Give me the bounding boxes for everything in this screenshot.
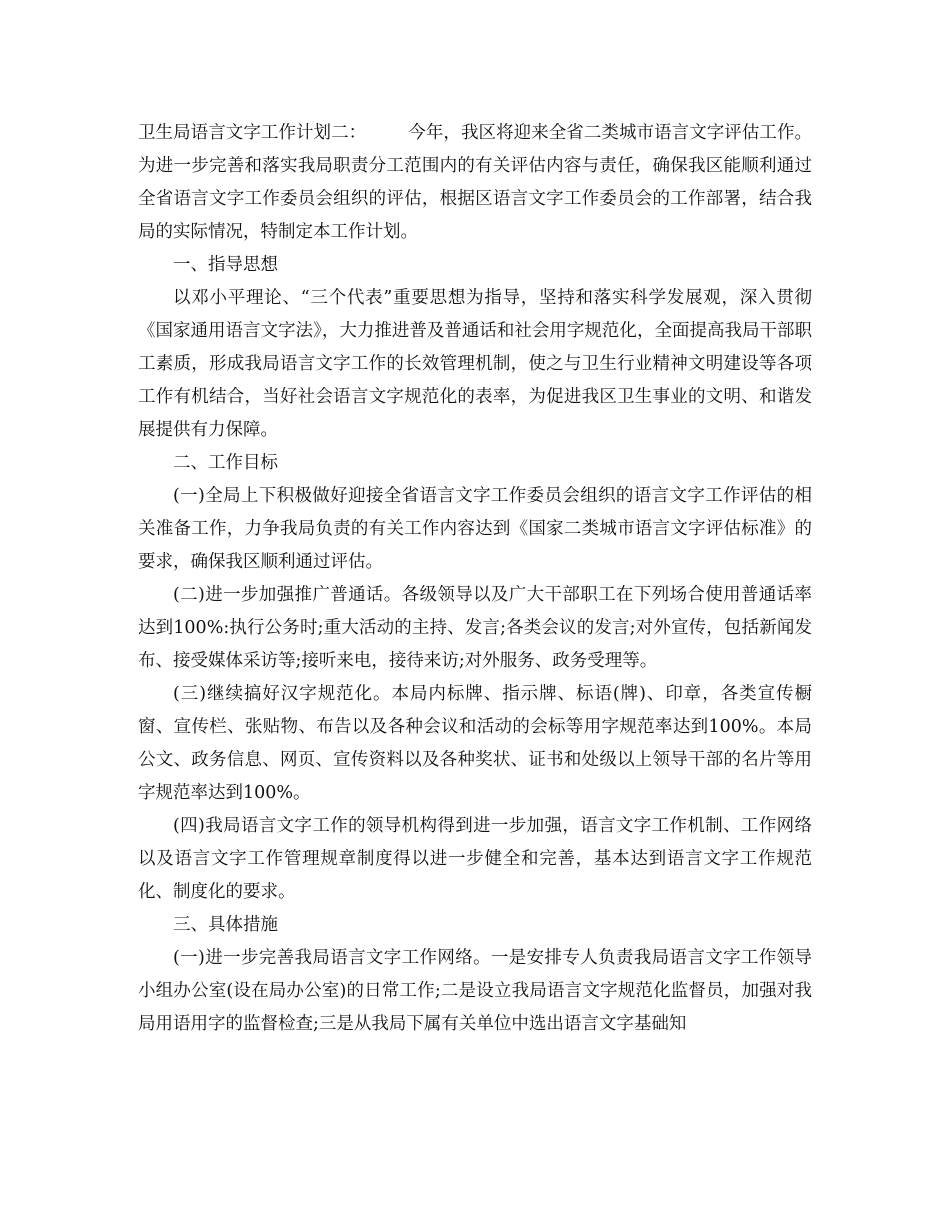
document-body xyxy=(138,117,812,1041)
intro-text: 今年，我区将迎来全省二类城市语言文字评估工作。为进一步完善和落实我局职责分工范围内的有关评估内容与责任，确保我区能顺利通过全省语言文字工作委员会组织的评估，根据区语言文字工作委员会的工作部署，结合我局的实际情况，特制定本工作计划。 xyxy=(138,123,813,242)
intro-paragraph xyxy=(138,117,812,249)
work-goal-1-paragraph: (一)全局上下积极做好迎接全省语言文字工作委员会组织的语言文字工作评估的相关准备工作，力争我局负责的有关工作内容达到《国家二类城市语言文字评估标准》的要求，确保我区顺利通过评估。 xyxy=(138,486,812,572)
document-title: 卫生局语言文字工作计划二： xyxy=(138,123,367,143)
section-heading-work-goals: 二、工作目标 xyxy=(173,453,278,473)
section-heading-guiding-thought: 一、指导思想 xyxy=(173,255,278,275)
work-goal-4-paragraph: (四)我局语言文字工作的领导机构得到进一步加强，语言文字工作机制、工作网络以及语言文字工作管理规章制度得以进一步健全和完善，基本达到语言文字工作规范化、制度化的要求。 xyxy=(138,816,812,902)
measure-1-paragraph: (一)进一步完善我局语言文字工作网络。一是安排专人负责我局语言文字工作领导小组办公室(设在局办公室)的日常工作;二是设立我局语言文字规范化监督员，加强对我局用语用字的监督检查;三是从我局下属有关单位中选出语言文字基础知 xyxy=(138,948,812,1034)
guiding-thought-paragraph: 以邓小平理论、“三个代表”重要思想为指导，坚持和落实科学发展观，深入贯彻《国家通用语言文字法》，大力推进普及普通话和社会用字规范化，全面提高我局干部职工素质，形成我局语言文字工作的长效管理机制，使之与卫生行业精神文明建设等各项工作有机结合，当好社会语言文字规范化的表率，为促进我区卫生事业的文明、和谐发展提供有力保障。 xyxy=(138,288,812,440)
work-goal-2-paragraph: (二)进一步加强推广普通话。各级领导以及广大干部职工在下列场合使用普通话率达到100%:执行公务时;重大活动的主持、发言;各类会议的发言;对外宣传，包括新闻发布、接受媒体采访等;接听来电，接待来访;对外服务、政务受理等。 xyxy=(138,585,812,671)
work-goal-3-paragraph: (三)继续搞好汉字规范化。本局内标牌、指示牌、标语(牌)、印章，各类宣传橱窗、宣传栏、张贴物、布告以及各种会议和活动的会标等用字规范率达到100%。本局公文、政务信息、网页、宣传资料以及各种奖状、证书和处级以上领导干部的名片等用字规范率达到100%。 xyxy=(138,684,812,803)
section-heading-specific-measures: 三、具体措施 xyxy=(173,915,278,935)
